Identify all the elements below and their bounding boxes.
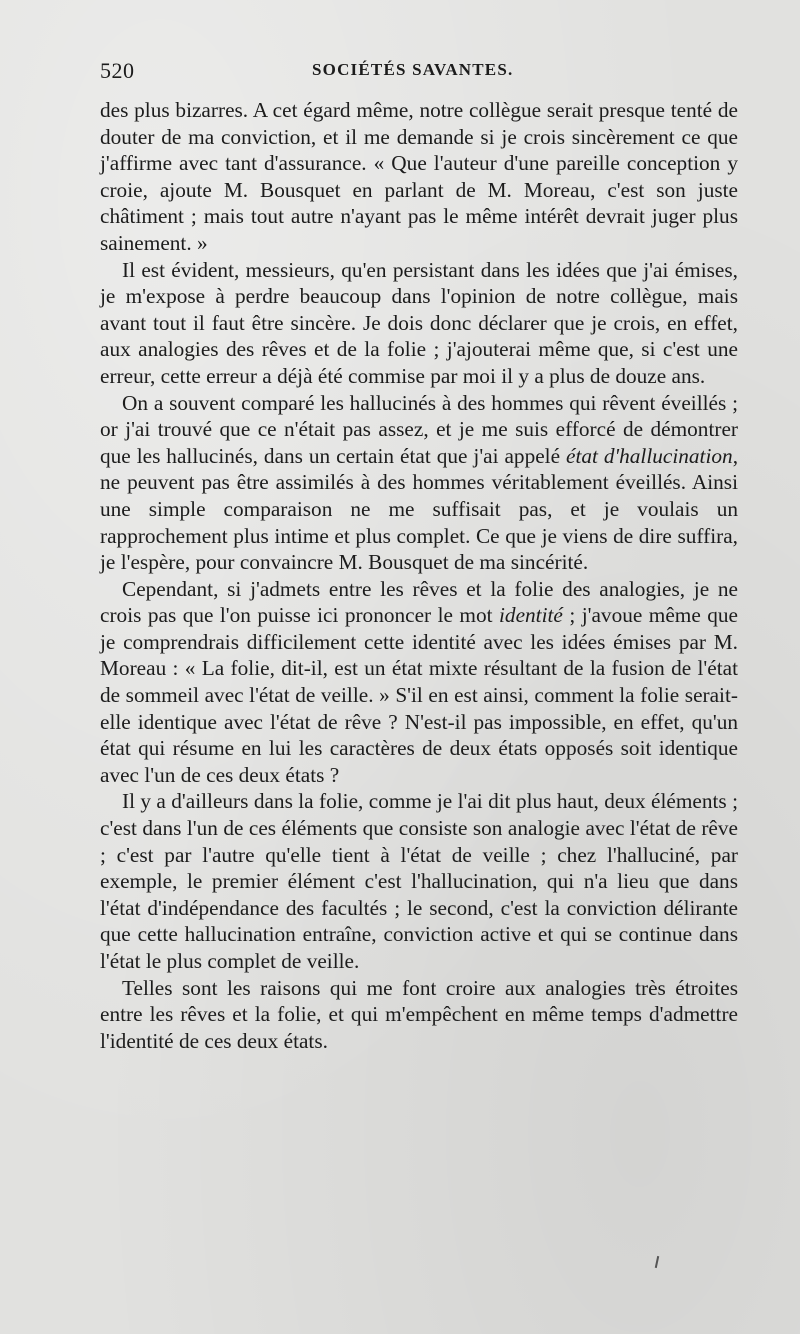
paragraph-3-emphasis: état d'hallucination bbox=[566, 443, 733, 468]
page-number: 520 bbox=[100, 58, 135, 83]
paragraph-4-emphasis: identité bbox=[499, 603, 563, 628]
paragraph-1: des plus bizarres. A cet égard même, notre collègue serait presque tenté de douter de ma conviction, et il me demande si je crois sincèrement ce que j'affirme avec tant d'assurance. « Que l'auteur d'une pareille conception y croie, ajoute M. Bousquet en parlant de M. Moreau, c'est son juste châtiment ; mais tout autre n'ayant pas le même intérêt devrait juger plus sainement. » bbox=[100, 98, 738, 255]
paragraph-3-text-a: On a souvent comparé les hallucinés à des hommes qui rêvent éveillés ; or j'ai trouvé que ce n'était pas assez, et je me suis efforcé de démontrer que les hallucinés, dans un certain état que j'ai appelé bbox=[100, 390, 738, 468]
paragraph-5: Il y a d'ailleurs dans la folie, comme je l'ai dit plus haut, deux éléments ; c'est dans l'un de ces éléments que consiste son analogie avec l'état de rêve ; c'est par l'autre qu'elle tient à l'état de veille ; chez l'halluciné, par exemple, le premier élément c'est l'hallucination, qui n'a lieu que dans l'état d'indépendance des facultés ; le second, c'est la conviction délirante que cette hallucination entraîne, conviction active et qui se continue dans l'état le plus complet de veille. bbox=[100, 789, 738, 973]
paragraph-4-text-a: Cependant, si j'admets entre les rêves et la folie des analogies, je ne crois pas que l'on puisse ici prononcer le mot bbox=[100, 576, 738, 628]
body-text bbox=[100, 97, 738, 1054]
paragraph-2: Il est évident, messieurs, qu'en persistant dans les idées que j'ai émises, je m'expose à perdre beaucoup dans l'opinion de notre collègue, mais avant tout il faut être sincère. Je dois donc déclarer que je crois, en effet, aux analogies des rêves et de la folie ; j'ajouterai même que, si c'est une erreur, cette erreur a déjà été commise par moi il y a plus de douze ans. bbox=[100, 257, 738, 388]
paragraph-6: Telles sont les raisons qui me font croire aux analogies très étroites entre les rêves et la folie, et qui m'empêchent en même temps d'admettre l'identité de ces deux états. bbox=[100, 975, 738, 1053]
ink-mark bbox=[655, 1256, 659, 1268]
paragraph-4-text-b: ; j'avoue même que je comprendrais difficilement cette identité avec les idées émises par M. Moreau : « La folie, dit-il, est un état mixte résultant de la fusion de l'état de sommeil avec l'état de veille. » S'il en est ainsi, comment la folie serait-elle identique avec l'état de rêve ? N'est-il pas impossible, en effet, qu'un état qui résume en lui les caractères de deux états opposés soit identique avec l'un de ces deux états ? bbox=[100, 603, 738, 787]
page-header bbox=[100, 58, 740, 92]
paragraph-4 bbox=[100, 576, 738, 789]
paragraph-3-text-b: , ne peuvent pas être assimilés à des hommes véritablement éveillés. Ainsi une simple comparaison ne me suffisait pas, et je voulais un rapprochement plus intime et plus complet. Ce que je viens de dire suffira, je l'espère, pour convaincre M. Bousquet de ma sincérité. bbox=[100, 443, 739, 575]
paragraph-3 bbox=[100, 390, 738, 576]
running-head: SOCIÉTÉS SAVANTES. bbox=[312, 60, 514, 79]
